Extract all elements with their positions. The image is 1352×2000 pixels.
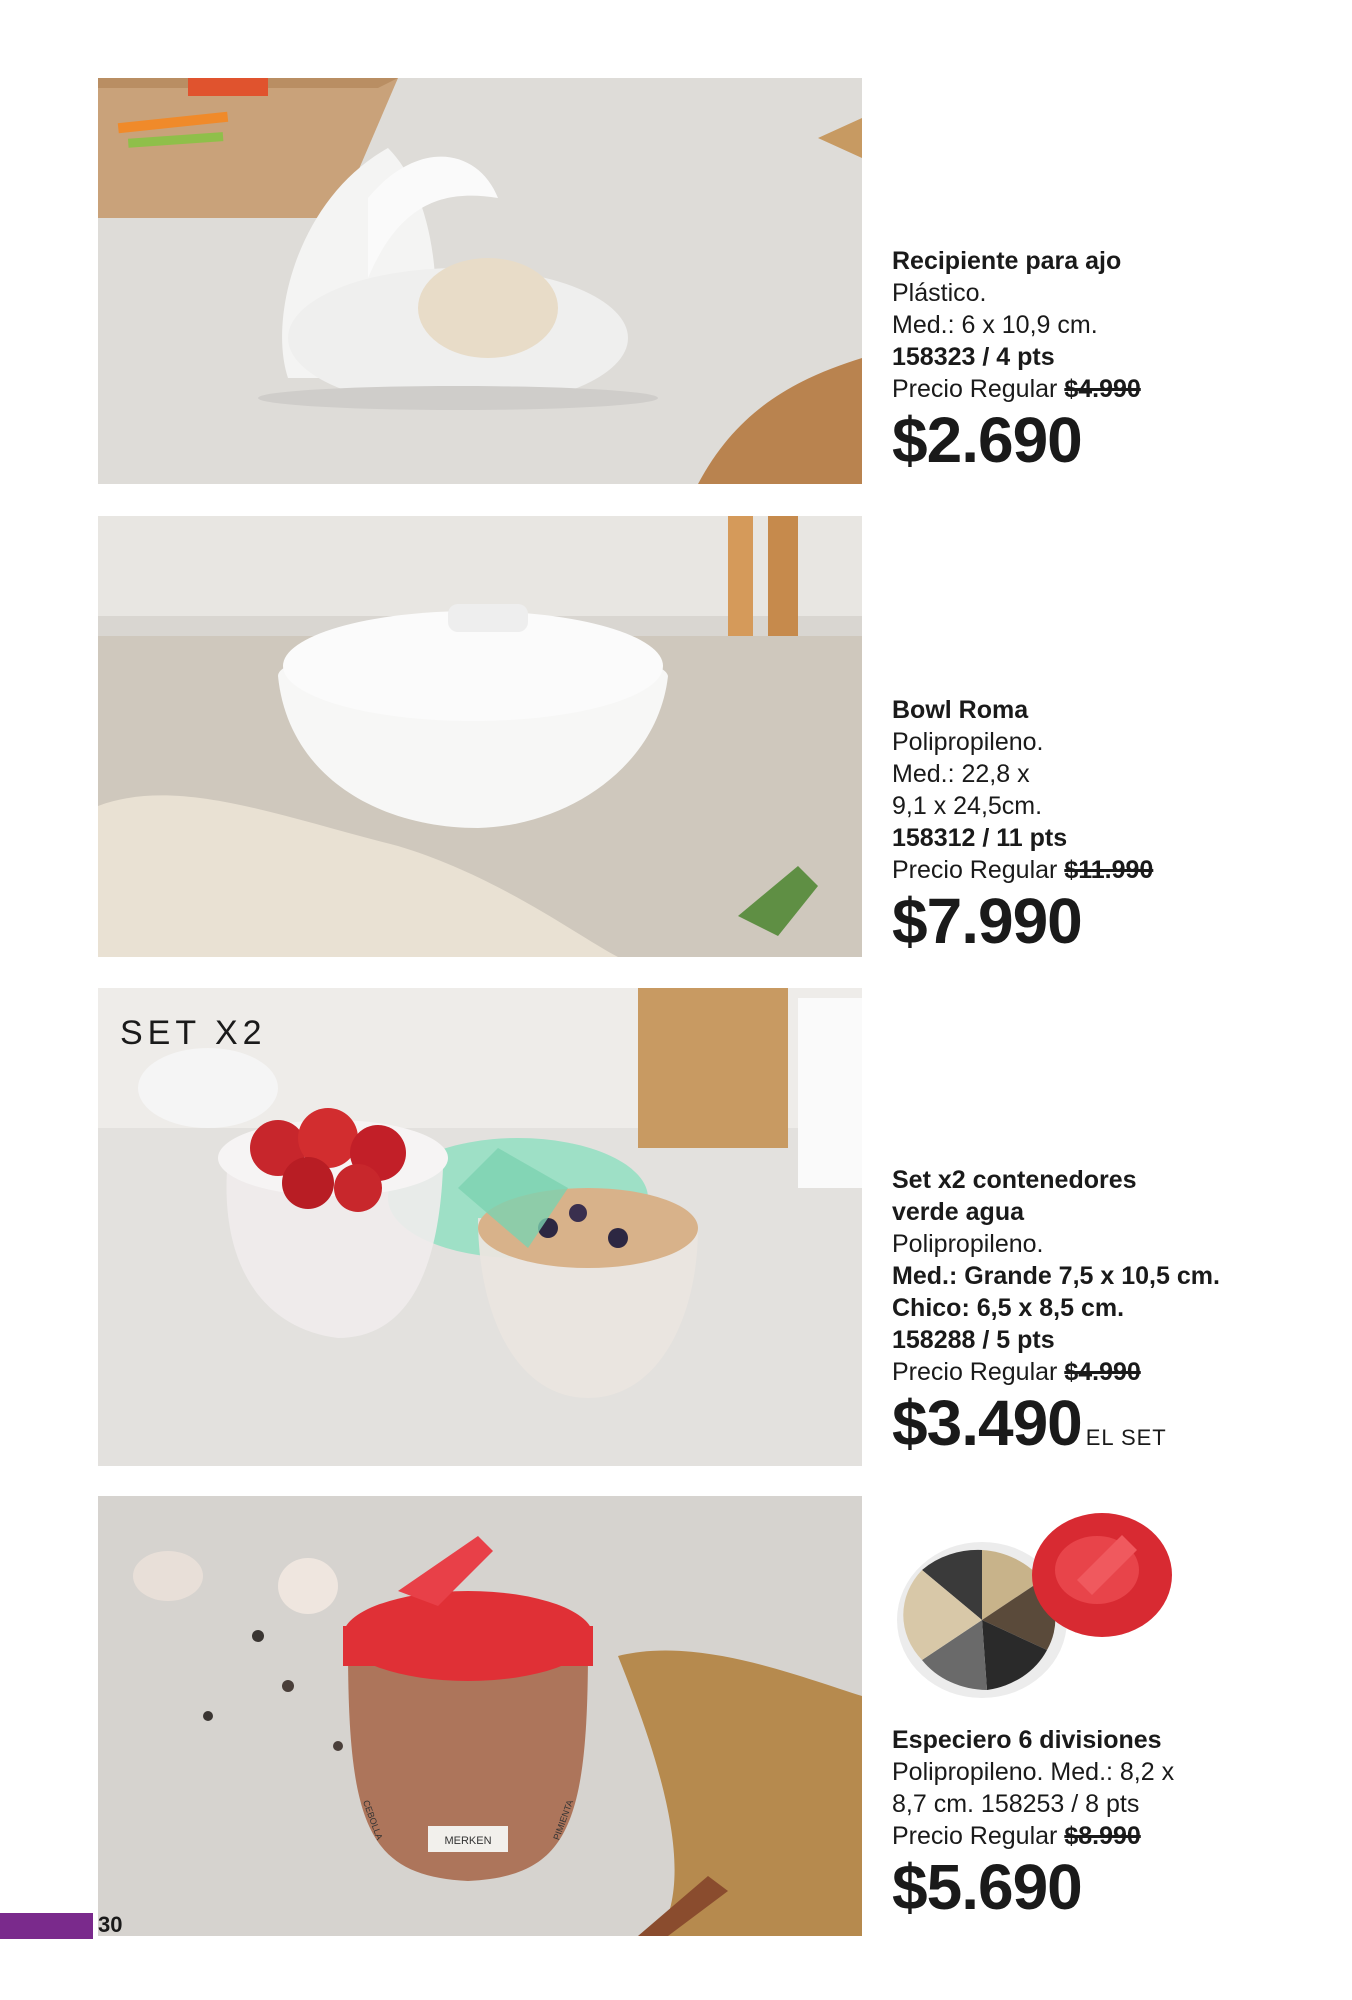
regular-price: $4.990	[1064, 375, 1141, 403]
page-accent-bar	[0, 1913, 93, 1939]
regular-price-row	[892, 854, 1332, 886]
product-photo-garlic-keeper	[98, 78, 862, 484]
jar-label-merken: MERKEN	[444, 1835, 492, 1847]
regular-price-label: Precio Regular	[892, 1358, 1058, 1386]
product-photo-bowl-roma	[98, 516, 862, 957]
regular-price-row	[892, 373, 1332, 405]
regular-price-row	[892, 1820, 1332, 1852]
product-material: Plástico.	[892, 279, 987, 307]
regular-price-row	[892, 1356, 1332, 1388]
price-suffix: EL SET	[1085, 1425, 1167, 1450]
product-info-container-set	[892, 1164, 1332, 1459]
product-photo-container-set	[98, 988, 862, 1466]
product-title: Especiero 6 divisiones	[892, 1726, 1162, 1754]
set-badge: SET X2	[120, 1014, 267, 1052]
regular-price-label: Precio Regular	[892, 375, 1058, 403]
regular-price: $11.990	[1064, 856, 1154, 884]
jar-label-pimienta: PIMIENTA	[551, 1798, 576, 1842]
product-dimensions: Med.: Grande 7,5 x 10,5 cm.	[892, 1262, 1220, 1290]
product-title: Recipiente para ajo	[892, 247, 1122, 275]
product-dimensions-cont: 9,1 x 24,5cm.	[892, 792, 1043, 820]
product-description-cont: 8,7 cm. 158253 / 8 pts	[892, 1790, 1140, 1818]
product-description: Polipropileno. Med.: 8,2 x	[892, 1758, 1175, 1786]
product-title-cont: verde agua	[892, 1198, 1025, 1226]
product-title: Set x2 contenedores	[892, 1166, 1137, 1194]
product-code: 158288 / 5 pts	[892, 1326, 1055, 1354]
regular-price-label: Precio Regular	[892, 1822, 1058, 1850]
sale-price: $2.690	[892, 404, 1082, 476]
product-dimensions: Med.: 6 x 10,9 cm.	[892, 311, 1098, 339]
product-title: Bowl Roma	[892, 696, 1029, 724]
product-info-spice-rack	[892, 1724, 1332, 1923]
product-dimensions: Med.: 22,8 x	[892, 760, 1030, 788]
page-number: 30	[98, 1912, 123, 1937]
product-info-bowl-roma	[892, 694, 1332, 957]
product-code: 158323 / 4 pts	[892, 343, 1055, 371]
sale-price: $7.990	[892, 885, 1082, 957]
sale-price: $3.490	[892, 1387, 1082, 1459]
regular-price: $8.990	[1064, 1822, 1141, 1850]
regular-price-label: Precio Regular	[892, 856, 1058, 884]
product-info-garlic-keeper	[892, 245, 1332, 476]
product-inset-photo-spice-rack	[892, 1500, 1176, 1710]
sale-price: $5.690	[892, 1851, 1082, 1923]
product-code: 158312 / 11 pts	[892, 824, 1068, 852]
product-material: Polipropileno.	[892, 728, 1044, 756]
product-dimensions-small: Chico: 6,5 x 8,5 cm.	[892, 1294, 1125, 1322]
regular-price: $4.990	[1064, 1358, 1141, 1386]
product-material: Polipropileno.	[892, 1230, 1044, 1258]
product-photo-spice-rack	[98, 1496, 862, 1936]
jar-label-cebolla: CEBOLLA	[361, 1798, 385, 1842]
